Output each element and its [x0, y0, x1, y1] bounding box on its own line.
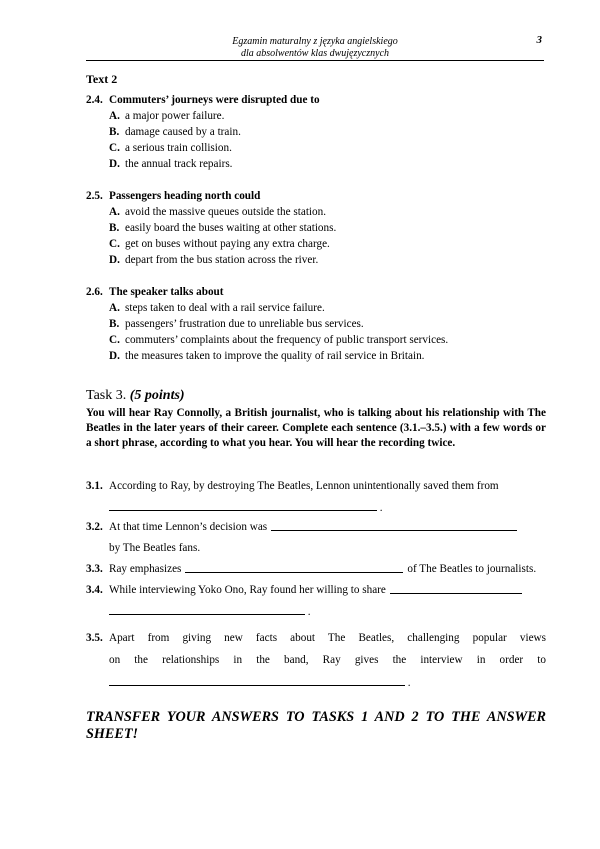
option-d [109, 348, 546, 364]
option-text: the annual track repairs. [125, 158, 233, 170]
option-c [109, 140, 546, 156]
answer-blank[interactable] [271, 519, 517, 531]
option-text: the measures taken to improve the quality of rail service in Britain. [125, 350, 425, 362]
option-b [109, 220, 546, 236]
question-number: 2.6. [86, 286, 103, 298]
option-text: damage caused by a train. [125, 126, 241, 138]
question-text-after: of The Beatles to journalists. [407, 563, 537, 575]
answer-blank[interactable] [109, 674, 405, 686]
question-2-5 [86, 188, 546, 268]
question-2-4 [86, 92, 546, 172]
task3-instructions: You will hear Ray Connolly, a British journalist, who is talking about his relationship with The Beatles in the later years of their career. Complete each sentence (3.1.–3.5.) with a few words or a short phrase, according to what you hear. You will hear the recording twice. [86, 407, 546, 449]
answer-blank[interactable] [109, 603, 305, 615]
question-number: 3.1. [86, 480, 103, 492]
question-stem: Passengers heading north could [109, 190, 261, 202]
question-stem: The speaker talks about [109, 286, 224, 298]
option-text: a serious train collision. [125, 142, 232, 154]
question-3-4 [86, 582, 546, 598]
question-3-2-continuation: by The Beatles fans. [109, 542, 201, 554]
question-text: At that time Lennon’s decision was [109, 521, 268, 533]
option-c [109, 236, 546, 252]
option-a [109, 108, 546, 124]
option-b [109, 124, 546, 140]
option-text: passengers’ frustration due to unreliable bus services. [125, 318, 364, 330]
sentence-end: . [407, 677, 411, 689]
question-2-6 [86, 284, 546, 364]
question-text: According to Ray, by destroying The Beatles, Lennon unintentionally saved them from [109, 480, 499, 492]
page-number: 3 [536, 34, 542, 46]
question-number: 3.4. [86, 584, 103, 596]
question-number: 3.3. [86, 563, 103, 575]
option-text: steps taken to deal with a rail service failure. [125, 302, 325, 314]
sentence-end: . [307, 606, 311, 618]
question-number: 2.5. [86, 190, 103, 202]
option-text: commuters’ complaints about the frequency of public transport services. [125, 334, 449, 346]
option-letter: C. [109, 238, 120, 250]
header-text [86, 36, 544, 60]
option-letter: D. [109, 350, 120, 362]
option-text: get on buses without paying any extra charge. [125, 238, 330, 250]
option-letter: A. [109, 110, 120, 122]
option-d [109, 156, 546, 172]
option-text: a major power failure. [125, 110, 225, 122]
answer-blank[interactable] [109, 499, 377, 511]
answer-line-3-1 [109, 499, 383, 516]
option-b [109, 316, 546, 332]
option-text: easily board the buses waiting at other stations. [125, 222, 337, 234]
option-letter: C. [109, 334, 120, 346]
option-letter: A. [109, 206, 120, 218]
option-letter: B. [109, 222, 120, 234]
answer-line-3-4 [109, 603, 311, 620]
task3-title: Task 3. [86, 388, 127, 403]
question-number: 3.5. [86, 632, 103, 644]
option-letter: B. [109, 126, 120, 138]
question-3-1 [86, 478, 546, 494]
question-text-line-1: Apart from giving new facts about The Beatles, challenging popular views [109, 632, 546, 644]
option-a [109, 300, 546, 316]
option-c [109, 332, 546, 348]
task3-points: (5 points) [129, 388, 185, 403]
option-text: avoid the massive queues outside the station. [125, 206, 327, 218]
answer-blank[interactable] [185, 561, 403, 573]
option-letter: C. [109, 142, 120, 154]
header-line-2: dla absolwentów klas dwujęzycznych [240, 48, 390, 59]
answer-blank[interactable] [390, 582, 522, 594]
question-3-3 [86, 561, 546, 577]
text2-heading: Text 2 [86, 72, 118, 86]
header-line-1: Egzamin maturalny z języka angielskiego [232, 36, 398, 47]
transfer-answers-note: TRANSFER YOUR ANSWERS TO TASKS 1 AND 2 TO THE ANSWER SHEET! [86, 709, 546, 742]
sentence-end: . [379, 502, 383, 514]
question-number: 3.2. [86, 521, 103, 533]
question-text: Ray emphasizes [109, 563, 182, 575]
option-d [109, 252, 546, 268]
option-a [109, 204, 546, 220]
page-header [86, 32, 544, 61]
question-3-2 [86, 519, 546, 535]
option-letter: D. [109, 158, 120, 170]
question-3-5-line-2: on the relationships in the band, Ray gives the interview in order to [109, 654, 546, 666]
task3-heading [86, 388, 185, 404]
question-text: While interviewing Yoko Ono, Ray found her willing to share [109, 584, 386, 596]
option-text: depart from the bus station across the river. [125, 254, 319, 266]
option-letter: A. [109, 302, 120, 314]
question-stem: Commuters’ journeys were disrupted due to [109, 94, 320, 106]
option-letter: D. [109, 254, 120, 266]
question-number: 2.4. [86, 94, 103, 106]
option-letter: B. [109, 318, 120, 330]
question-3-5 [86, 630, 546, 646]
answer-line-3-5 [109, 674, 411, 691]
